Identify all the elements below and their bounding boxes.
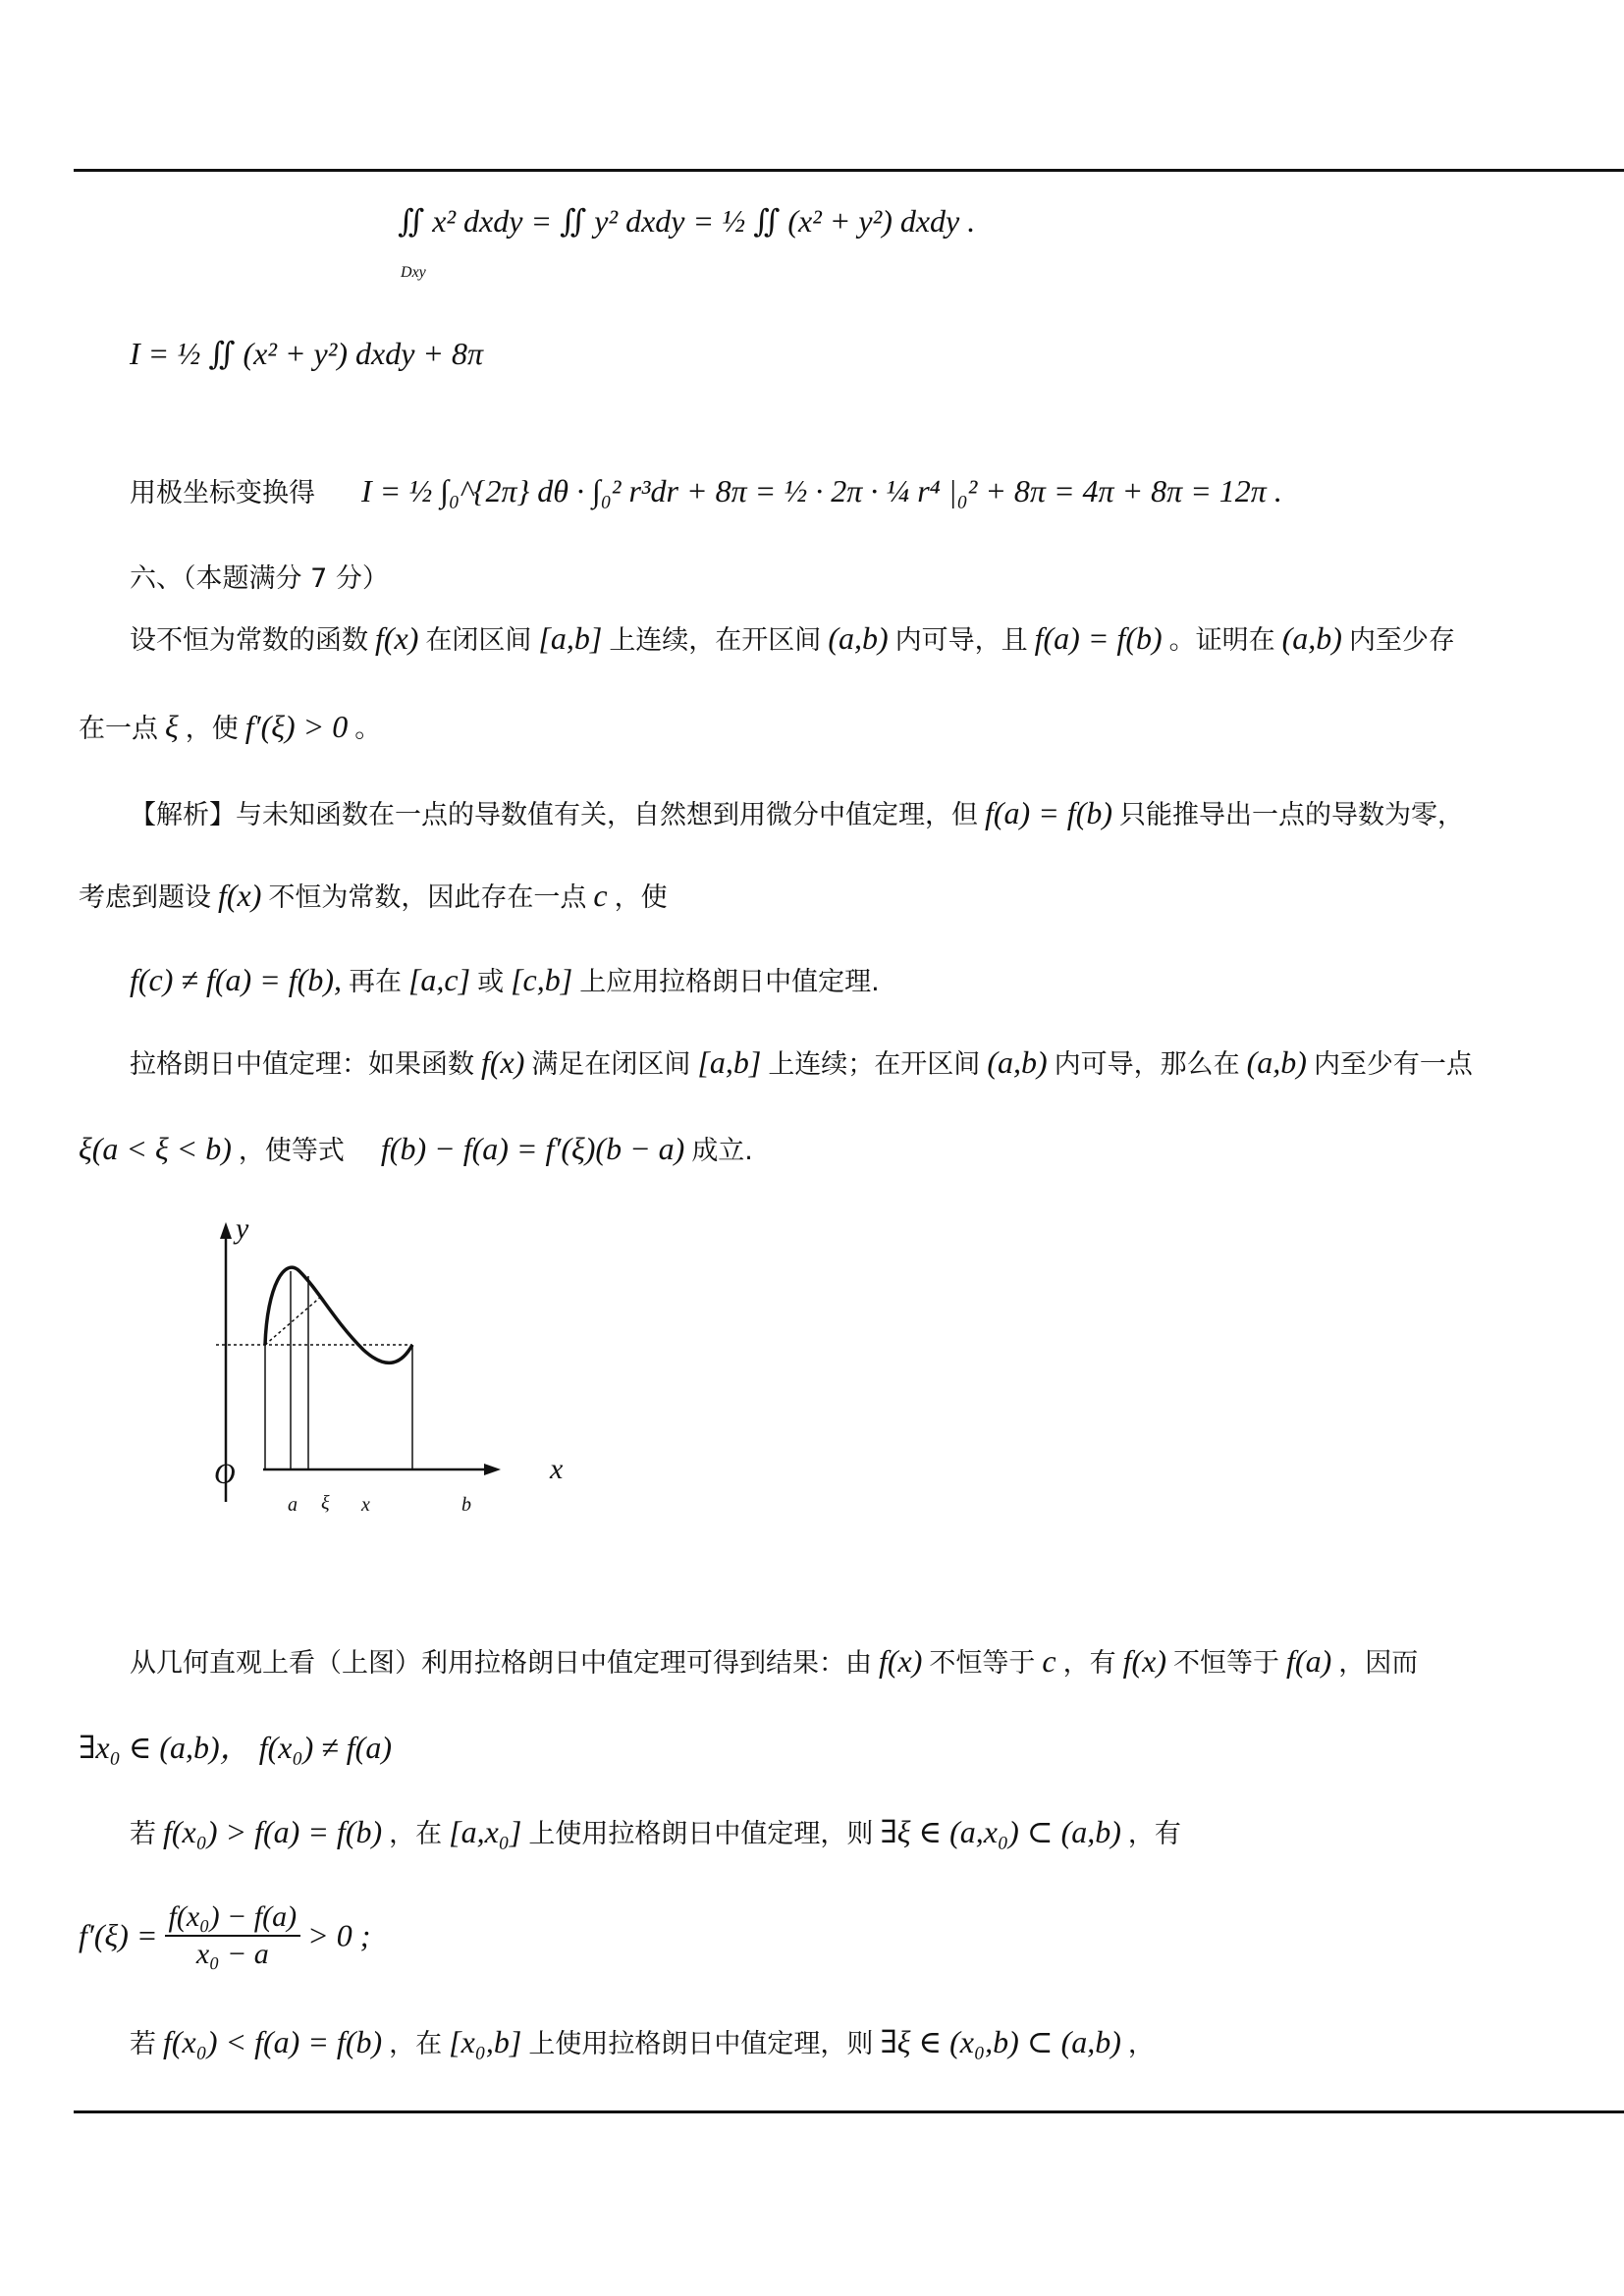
lines-problem-1c: 在闭区间 <box>425 625 532 656</box>
lines-case1-c: ，在 <box>389 1819 443 1849</box>
lines-case1-g: ，有 <box>1127 1819 1181 1849</box>
tick-x-label: x <box>361 1494 370 1516</box>
lines-geo-1g: 不恒等于 <box>1173 1648 1280 1679</box>
lagrange-line-2 <box>79 1129 753 1171</box>
lines-case2-c: ，在 <box>389 2029 443 2059</box>
lines-problem-2e: 。 <box>354 714 382 744</box>
lines-case2-b: f(x₀) < f(a) = f(b) <box>163 2024 383 2059</box>
lines-problem-1i: 。证明在 <box>1168 625 1275 656</box>
lines-geo-1e: ，有 <box>1062 1648 1116 1679</box>
lines-analysis-3f: 上应用拉格朗日中值定理. <box>579 967 880 997</box>
section-heading <box>130 560 389 599</box>
lines-problem-1h: f(a) = f(b) <box>1034 620 1163 656</box>
analysis-line-2 <box>79 876 668 918</box>
derivative-line <box>79 1899 370 1972</box>
equation-I <box>130 334 483 373</box>
lines-case2-f: ∃ξ ∈ (x₀,b) ⊂ (a,b) <box>880 2024 1121 2059</box>
equation-symmetry-domain <box>401 253 426 293</box>
problem-line-1 <box>130 618 1455 661</box>
origin-label: O <box>214 1458 236 1490</box>
lines-lagrange-1a: 拉格朗日中值定理：如果函数 <box>130 1049 474 1080</box>
lines-case1-e: 上使用拉格朗日中值定理，则 <box>528 1819 874 1849</box>
bottom-rule <box>74 2110 1624 2113</box>
lines-lagrange-1f: (a,b) <box>987 1044 1048 1080</box>
lines-problem-2a: 在一点 <box>79 714 158 744</box>
lines-problem-1e: 上连续，在开区间 <box>609 625 822 656</box>
lines-geo-1c: 不恒等于 <box>929 1648 1036 1679</box>
polar-line <box>130 471 1282 513</box>
lines-case2-e: 上使用拉格朗日中值定理，则 <box>528 2029 874 2059</box>
lines-geo-1h: f(a) <box>1286 1643 1332 1679</box>
lines-problem-1a: 设不恒为常数的函数 <box>130 625 368 656</box>
case2-line <box>130 2022 1155 2064</box>
lines-lagrange-1i: 内至少有一点 <box>1313 1049 1473 1080</box>
lines-lagrange-1b: f(x) <box>481 1044 525 1080</box>
lines-problem-1f: (a,b) <box>828 620 889 656</box>
function-curve <box>265 1267 412 1362</box>
lines-analysis-1b: f(a) = f(b) <box>985 795 1112 830</box>
lines-analysis-3a: f(c) ≠ f(a) = f(b), <box>130 962 342 997</box>
lines-analysis-1a: 【解析】与未知函数在一点的导数值有关，自然想到用微分中值定理，但 <box>130 800 978 830</box>
lines-case1-b: f(x₀) > f(a) = f(b) <box>163 1814 383 1849</box>
lines-deriv-lhs: f′(ξ) = <box>79 1917 158 1953</box>
lines-polar-text: 用极坐标变换得 <box>130 478 315 508</box>
lines-geo-1a: 从几何直观上看（上图）利用拉格朗日中值定理可得到结果：由 <box>130 1648 872 1679</box>
lines-geo-1d: c <box>1042 1643 1056 1679</box>
figure-svg <box>196 1217 589 1512</box>
lines-analysis-3c: [a,c] <box>407 962 471 997</box>
lines-case1-a: 若 <box>130 1819 156 1849</box>
lines-analysis-2c: 不恒为常数，因此存在一点 <box>268 882 587 913</box>
equation-symmetry <box>398 201 975 240</box>
tick-b-label: b <box>461 1494 471 1516</box>
lines-eq2: I = ½ ∬ (x² + y²) dxdy + 8π <box>130 336 484 371</box>
lines-section: 六、（本题满分 7 分） <box>130 563 389 594</box>
analysis-line-3 <box>130 960 880 1002</box>
lines-analysis-2e: ，使 <box>614 882 668 913</box>
problem-line-2 <box>79 707 381 749</box>
lines-lagrange-1d: [a,b] <box>697 1044 762 1080</box>
lines-problem-2b: ξ <box>165 709 179 744</box>
lines-eq1-sub: D <box>401 264 412 281</box>
lines-problem-1d: [a,b] <box>538 620 603 656</box>
tick-xi-label: ξ <box>321 1492 330 1514</box>
lines-polar-eq: I = ½ ∫₀^{2π} dθ · ∫₀² r³dr + 8π = ½ · 2π · ¼ r⁴ |₀² + 8π = 4π + 8π = 12π . <box>361 473 1282 508</box>
lines-eq1-subsub: xy <box>411 264 426 281</box>
case1-line <box>130 1812 1181 1854</box>
mean-value-figure <box>196 1212 589 1531</box>
lines-lagrange-1e: 上连续；在开区间 <box>768 1049 981 1080</box>
lines-lagrange-2b: ，使等式 <box>238 1136 345 1166</box>
lines-problem-1k: 内至少存 <box>1348 625 1455 656</box>
y-axis-label: y <box>236 1212 249 1245</box>
lines-analysis-2b: f(x) <box>218 878 262 913</box>
derivative-fraction <box>165 1899 301 1972</box>
x-axis-arrow <box>484 1464 501 1475</box>
lines-lagrange-1g: 内可导，那么在 <box>1054 1049 1240 1080</box>
lines-deriv-num: f(x₀) − f(a) <box>165 1899 301 1937</box>
lines-lagrange-2d: 成立. <box>691 1136 753 1166</box>
lines-geo-1b: f(x) <box>879 1643 923 1679</box>
lines-analysis-2a: 考虑到题设 <box>79 882 211 913</box>
lines-analysis-3e: [c,b] <box>511 962 573 997</box>
lines-case1-d: [a,x₀] <box>449 1814 522 1849</box>
lines-problem-1b: f(x) <box>375 620 419 656</box>
lines-analysis-3b: 再在 <box>348 967 402 997</box>
lines-analysis-2d: c <box>593 878 608 913</box>
lines-case2-g: ， <box>1127 2029 1155 2059</box>
secant-line <box>265 1296 322 1345</box>
analysis-line-1 <box>130 793 1464 835</box>
y-axis-arrow <box>220 1222 232 1239</box>
lines-geo-1f: f(x) <box>1122 1643 1167 1679</box>
lines-deriv-rhs: > 0 ; <box>307 1917 371 1953</box>
lines-lagrange-1h: (a,b) <box>1246 1044 1307 1080</box>
lines-lagrange-2c: f(b) − f(a) = f′(ξ)(b − a) <box>380 1131 685 1166</box>
lines-case2-d: [x₀,b] <box>449 2024 522 2059</box>
lines-problem-2c: ，使 <box>185 714 239 744</box>
lines-geo-2: ∃x₀ ∈ (a,b)， f(x₀) ≠ f(a) <box>79 1730 392 1765</box>
top-rule <box>74 169 1624 172</box>
x-axis-label: x <box>550 1453 564 1485</box>
lines-case1-f: ∃ξ ∈ (a,x₀) ⊂ (a,b) <box>880 1814 1121 1849</box>
lagrange-line-1 <box>130 1042 1473 1085</box>
tick-a-label: a <box>288 1494 298 1516</box>
lines-problem-2d: f′(ξ) > 0 <box>244 709 349 744</box>
lines-problem-1g: 内可导，且 <box>894 625 1028 656</box>
lines-analysis-3d: 或 <box>477 967 505 997</box>
lines-case2-a: 若 <box>130 2029 156 2059</box>
lines-deriv-den: x₀ − a <box>195 1938 269 1970</box>
geo-line-1 <box>130 1641 1418 1683</box>
equation-symmetry-text: ∬ x² dxdy = ∬ y² dxdy = ½ ∬ (x² + y²) dxdy . <box>398 203 976 239</box>
lines-analysis-1c: 只能推导出一点的导数为零， <box>1119 800 1464 830</box>
lines-lagrange-2a: ξ(a < ξ < b) <box>79 1131 232 1166</box>
lines-problem-1j: (a,b) <box>1281 620 1342 656</box>
geo-line-2 <box>79 1728 392 1767</box>
lines-geo-1i: ，因而 <box>1338 1648 1419 1679</box>
lines-lagrange-1c: 满足在闭区间 <box>531 1049 691 1080</box>
